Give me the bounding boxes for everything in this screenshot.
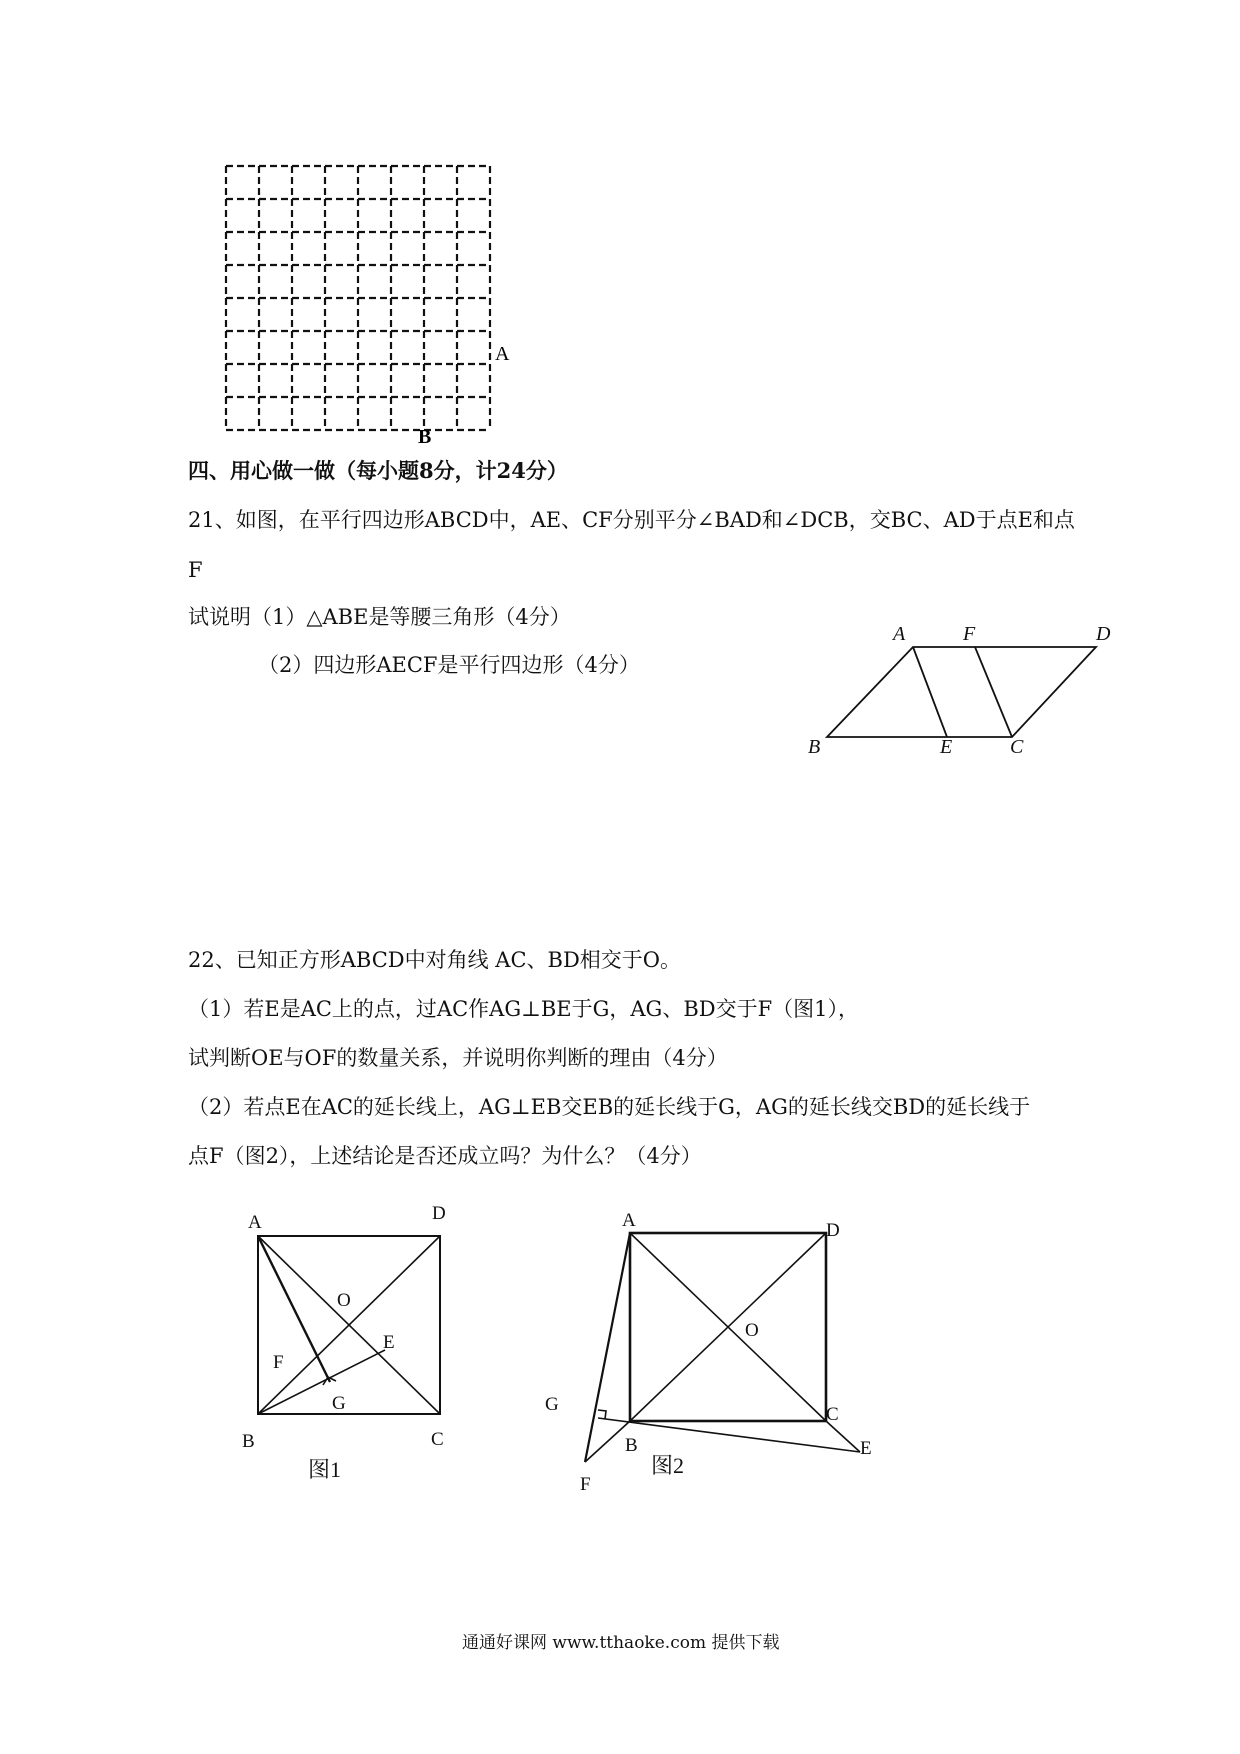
fig2-segment-ce (826, 1421, 860, 1452)
fig2-label-f: F (580, 1474, 591, 1495)
fig2-label-a: A (622, 1210, 636, 1231)
q21-label-f: F (963, 623, 976, 645)
q21-label-d: D (1096, 623, 1111, 645)
fig1-label-g: G (332, 1393, 346, 1414)
page-footer: 通通好课网 www.tthaoke.com 提供下载 (462, 1633, 780, 1653)
q21-line4: （2）四边形AECF是平行四边形（4分） (258, 653, 640, 677)
fig1-label-b: B (242, 1431, 255, 1452)
fig2-label-g: G (545, 1394, 559, 1415)
q21-label-e: E (940, 736, 953, 758)
q21-label-b: B (808, 736, 821, 758)
q22-line1: 22、已知正方形ABCD中对角线 AC、BD相交于O。 (188, 948, 682, 972)
fig2-label-o: O (745, 1320, 759, 1341)
fig2-caption: 图2 (651, 1453, 685, 1478)
fig1-label-c: C (431, 1429, 444, 1450)
fig1-label-e: E (383, 1332, 395, 1353)
fig1-label-f: F (273, 1352, 284, 1373)
q22-line4: （2）若点E在AC的延长线上，AG⊥EB交EB的延长线于G，AG的延长线交BD的延长线于 (188, 1095, 1031, 1119)
q21-line2: F (188, 558, 203, 582)
q22-line2: （1）若E是AC上的点，过AC作AG⊥BE于G，AG、BD交于F（图1）， (188, 997, 860, 1021)
q21-line1: 21、如图，在平行四边形ABCD中，AE、CF分别平分∠BAD和∠DCB，交BC、AD于点E和点 (188, 508, 1075, 532)
fig1-label-o: O (337, 1290, 351, 1311)
fig2-label-d: D (826, 1220, 840, 1241)
grid-label-b: B (418, 426, 432, 448)
grid-label-a: A (495, 343, 510, 365)
fig1-label-a: A (248, 1212, 262, 1233)
q22-line5: 点F（图2），上述结论是否还成立吗？为什么？（4分） (188, 1144, 702, 1168)
fig2-label-e: E (860, 1438, 872, 1459)
fig2-label-b: B (625, 1435, 638, 1456)
fig2-label-c: C (826, 1404, 839, 1425)
q21-line3: 试说明（1）△ABE是等腰三角形（4分） (188, 605, 571, 629)
fig1-label-d: D (432, 1203, 446, 1224)
q22-line3: 试判断OE与OF的数量关系，并说明你判断的理由（4分） (188, 1046, 728, 1070)
fig1-caption: 图1 (308, 1457, 342, 1482)
section-4-heading: 四、用心做一做（每小题8分，计24分） (188, 458, 568, 483)
q21-label-c: C (1010, 736, 1024, 758)
q21-label-a: A (893, 623, 906, 645)
